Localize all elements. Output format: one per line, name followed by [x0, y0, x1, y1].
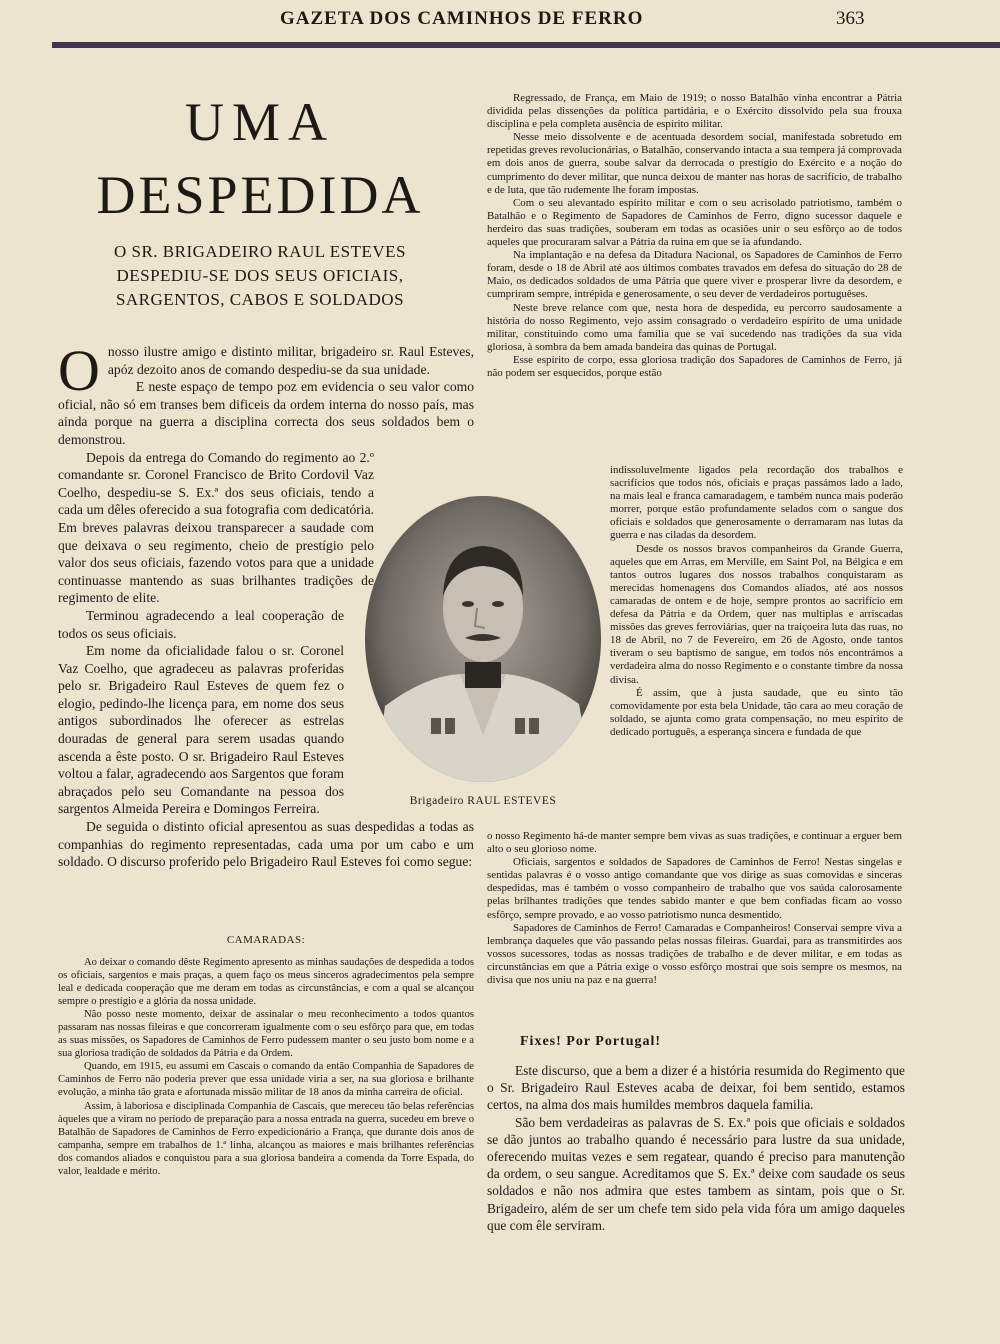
- speech-left: [58, 956, 474, 1178]
- title-line-2: DESPEDIDA: [96, 165, 424, 225]
- paragraph: De seguida o distinto oficial apresentou as suas despedidas a todas as companhias do regimento representadas, cada uma por um cabo e um soldado. O discurso proferido pelo Brigadeiro Raul Esteves foi como segue:: [58, 819, 474, 870]
- speech-paragraph: Regressado, de França, em Maio de 1919; o nosso Batalhão vinha encontrar a Pátria dividida pelas dissenções da política partidária, e o Exército dissolvido pela sua frouxa disciplina e pela completa ausência de espírito militar.: [487, 92, 902, 131]
- speech-paragraph: Com o seu alevantado espírito militar e com o seu acrisolado patriotismo, também o Batalhão e o Regimento de Sapadores de Caminhos de Ferro, digno sucessor daquele e herdeiro das suas tradições, souberam em todas as ocasiões unir o seu esfôrço ao de todos aqueles que procuraram salvar a Pátria da ruina em que se ia afundando.: [487, 196, 902, 249]
- masthead: GAZETA DOS CAMINHOS DE FERRO: [280, 8, 644, 29]
- closing-commentary: [487, 1062, 905, 1234]
- paragraph: Terminou agradecendo a leal cooperação de todos os seus oficiais.: [58, 607, 344, 641]
- paragraph: [58, 338, 474, 403]
- speech-heading: CAMARADAS:: [226, 934, 306, 946]
- speech-paragraph: Desde os nossos bravos companheiros da Grande Guerra, aqueles que em Arras, em Merville, em Saint Pol, na Bélgica e em tantos outros lugares dos nossos trabalhos conquistaram as merecidas homenagens dos Comandos aliados, até aos nossos camaradas de ontem e de hoje, sempre prontos ao sacrifício em defesa da Pátria e da Ordem, quer nas multiplas e arriscadas missões das greves ferroviárias, quer na traiçoeira luta das ruas, no 18 de Abril, no 7 de Fevereiro, em 26 de Agosto, onde tantos tiveram o seu baptismo de sangue, em todos nós encontrámos a verdadeira alma do nosso Regimento e o constante timbre da nossa divisa.: [610, 542, 903, 686]
- speech-right-mid: [610, 464, 903, 739]
- header-rule: [52, 42, 1000, 48]
- drop-cap: O: [58, 338, 100, 403]
- closing-slogan: Fixes! Por Portugal!: [520, 1034, 662, 1049]
- speech-paragraph: indissoluvelmente ligados pela recordação dos trabalhos e sacrifícios que todos nós, oficiais e praças passámos lado a lado, na mais leal e franca camaradagem, e também nunca mais poderão morrer, porque estão profundamente selados com o sangue dos oficiais e soldados que generosamente o derramaram nas lutas da guerra e nas ciladas da desordem.: [610, 464, 903, 542]
- speech-paragraph: Não posso neste momento, deixar de assinalar o meu reconhecimento a todos quantos passaram nas nossas fileiras e que concorreram igualmente com o seu esfôrço para que, em todas as suas missões, os Sapadores de Caminhos de Ferro pudessem manter o seu justo bom nome e a sua gloriosa tradição de soldados da Pátria e da Ordem.: [58, 1009, 474, 1060]
- paragraph: Este discurso, que a bem a dizer é a história resumida do Regimento que o Sr. Brigadeiro Raul Esteves acaba de deixar, foi bem sentido, estamos certos, na alma dos mais humildes membros daquela familia.: [487, 1063, 905, 1113]
- speech-paragraph: Ao deixar o comando dêste Regimento apresento as minhas saudações de despedida a todos os oficiais, sargentos e mais praças, a quem faço os meus sinceros agradecimentos pela sempre leal e dedicada cooperação que me deram em todas as circunstâncias, e com a qual se alcançou sempre o prestígio e a glória da nossa unidade.: [58, 957, 474, 1008]
- paragraph: E neste espaço de tempo poz em evidencia o seu valor como oficial, não só em transes bem dificeis da ordem interna do nosso país, mas ainda porque na guerra a disciplina correcta dos seus soldados bem o demonstrou.: [58, 379, 474, 447]
- paragraph: São bem verdadeiras as palavras de S. Ex.ª pois que oficiais e soldados se dão juntos ao trabalho quando é necessário para lustre da sua unidade, oferecendo muitas vezes e sem regatear, quando é preciso para manutenção da ordem, o seu sangue. Acreditamos que S. Ex.ª deixe com saudade os seus soldados e não nos admira que estes tambem as sintam, pois que o Sr. Brigadeiro, além de ser um chefe tem sido pela vida fóra um amigo daqueles que com êle serviram.: [487, 1114, 905, 1233]
- portrait-illustration: [365, 496, 601, 782]
- photo-caption: Brigadeiro RAUL ESTEVES: [409, 795, 557, 807]
- speech-paragraph: Neste breve relance com que, nesta hora de despedida, eu percorro saudosamente a história do nosso Regimento, vejo assim consagrado o verdadeiro espírito de uma unidade militar, constituindo como uma família que se vai sucedendo nas tradições da sua vida gloriosa, à sombra da bem amada bandeira das quinas de Portugal.: [487, 301, 902, 353]
- speech-paragraph: Quando, em 1915, eu assumi em Cascais o comando da então Companhia de Sapadores de Caminhos de Ferro não poderia prever que essa unidade viria a ser, na sua gloriosa e brilhante evolução, a minha tão grata e afortunada missão militar de 18 anos da minha carreira de oficial.: [58, 1061, 474, 1099]
- speech-paragraph: Na implantação e na defesa da Ditadura Nacional, os Sapadores de Caminhos de Ferro foram, desde o 18 de Abril até aos últimos combates travados em defesa do situação do 28 de Maio, os dedicados soldados de uma Pátria que quere viver e prosperar livre da desordem, e cumpriram sempre, intrépida e generosamente, o seu dever de verdadeiros portuguêses.: [487, 249, 902, 301]
- speech-right-top: [487, 92, 902, 380]
- subtitle: [60, 240, 460, 312]
- speech-paragraph: Oficiais, sargentos e soldados de Sapadores de Caminhos de Ferro! Nestas singelas e sentidas palavras é o vosso antigo comandante que vos dirige as suas comovidas e sinceras despedidas, mas é também o vosso companheiro de trabalho que vos saúda calorosamente pelas brilhantes tradições que tendes sabido manter e que bem confiadas ficam ao vosso esfôrço, sempre provado, e ao vosso patriotismo nunca desmentido.: [487, 856, 902, 921]
- speech-paragraph: o nosso Regimento há-de manter sempre bem vivas as suas tradições, e continuar a erguer bem alto o seu glorioso nome.: [487, 830, 902, 856]
- subtitle-line: DESPEDIU-SE DOS SEUS OFICIAIS,: [116, 266, 404, 285]
- speech-paragraph: Nesse meio dissolvente e de acentuada desordem social, manifestada sobretudo em repetidas greves revolucionárias, o Batalhão, conservando intacta a sua tempera já comprovada em dois anos de guerra, soube salvar da derrocada o prestígio do Exército e a noção do cumprimento do dever militar, que nunca deixou de manter nas horas de sacrifício, de trabalho e de luta, que tão rudemente lhe foram impostas.: [487, 131, 902, 196]
- speech-paragraph: Assim, à laboriosa e disciplinada Companhia de Cascais, que mereceu tão belas referências àqueles que a viram no período de preparação para a nossa entrada na guerra, sucedeu em breve o Batalhão de Sapadores de Caminhos de Ferro expedicionário a França, que durante dois anos de campanha, sempre em trabalhos de 1.ª linha, alcançou as maiores e mais brilhantes referências dos comandos aliados e conquistou para a sua gloriosa bandeira a comenda da Torre Espada, do valor, lealdade e mérito.: [58, 1100, 474, 1177]
- subtitle-line: SARGENTOS, CABOS E SOLDADOS: [115, 290, 405, 309]
- page-number: 363: [836, 8, 865, 29]
- subtitle-line: O SR. BRIGADEIRO RAUL ESTEVES: [113, 242, 407, 261]
- speech-paragraph: Esse espírito de corpo, essa gloriosa tradição dos Sapadores de Caminhos de Ferro, já não podem ser esquecidos, porque estão: [487, 353, 902, 379]
- speech-paragraph: É assim, que à justa saudade, que eu sinto tão comovidamente por esta bela Unidade, tão cara ao meu coração de soldado, se ajunta como grata compensação, no meu espírito de dedicado português, a esperança sincera e fundada de que: [610, 686, 903, 738]
- paragraph: Depois da entrega do Comando do regimento ao 2.º comandante sr. Coronel Francisco de Brito Cordovil Vaz Coelho, despediu-se S. Ex.ª dos seus oficiais, tendo a cada um dêles oferecido a sua fotografia com dedicatória. Em breves palavras deixou transparecer a saudade com que deixava o seu regimento, cheio de prestígio pelo valor dos seus oficiais, fazendo votos para que a unidade continuasse mantendo as suas brilhantes tradições de regimento de elite.: [58, 449, 374, 606]
- title-line-1: UMA: [184, 92, 335, 152]
- paragraph-text: nosso ilustre amigo e distinto militar, brigadeiro sr. Raul Esteves, apóz dezoito anos de comando despediu-se da sua unidade.: [107, 344, 474, 377]
- speech-paragraph: Sapadores de Caminhos de Ferro! Camaradas e Companheiros! Conservai sempre viva a lembrança daqueles que vão passando pelas nossas fileiras. Guardai, para as transmitirdes aos vossos sucessores, todas as nossas tradições de trabalho e de dever militar, e em todas as circunstâncias em que a Pátria exige o vosso esfôrço mostrai que sois sempre os mesmos, na divisa que nos uniu na paz e na guerra!: [487, 921, 902, 987]
- speech-right-bottom: [487, 830, 902, 987]
- portrait-photo: [365, 496, 601, 782]
- paragraph: Em nome da oficialidade falou o sr. Coronel Vaz Coelho, que agradeceu as palavras proferidas pelo sr. Brigadeiro Raul Esteves de quem fez o elogio, pedindo-lhe licença para, em nome dos seus antigos subordinados lhe oferecer as estrelas douradas de general para serem usadas quando ascenda a êste posto. O sr. Brigadeiro Raul Esteves voltou a falar, agradecendo aos Sargentos que foram abraçados pelo seu Comandante na pessoa dos sargentos Almeida Pereira e Domingos Ferreira.: [58, 643, 344, 817]
